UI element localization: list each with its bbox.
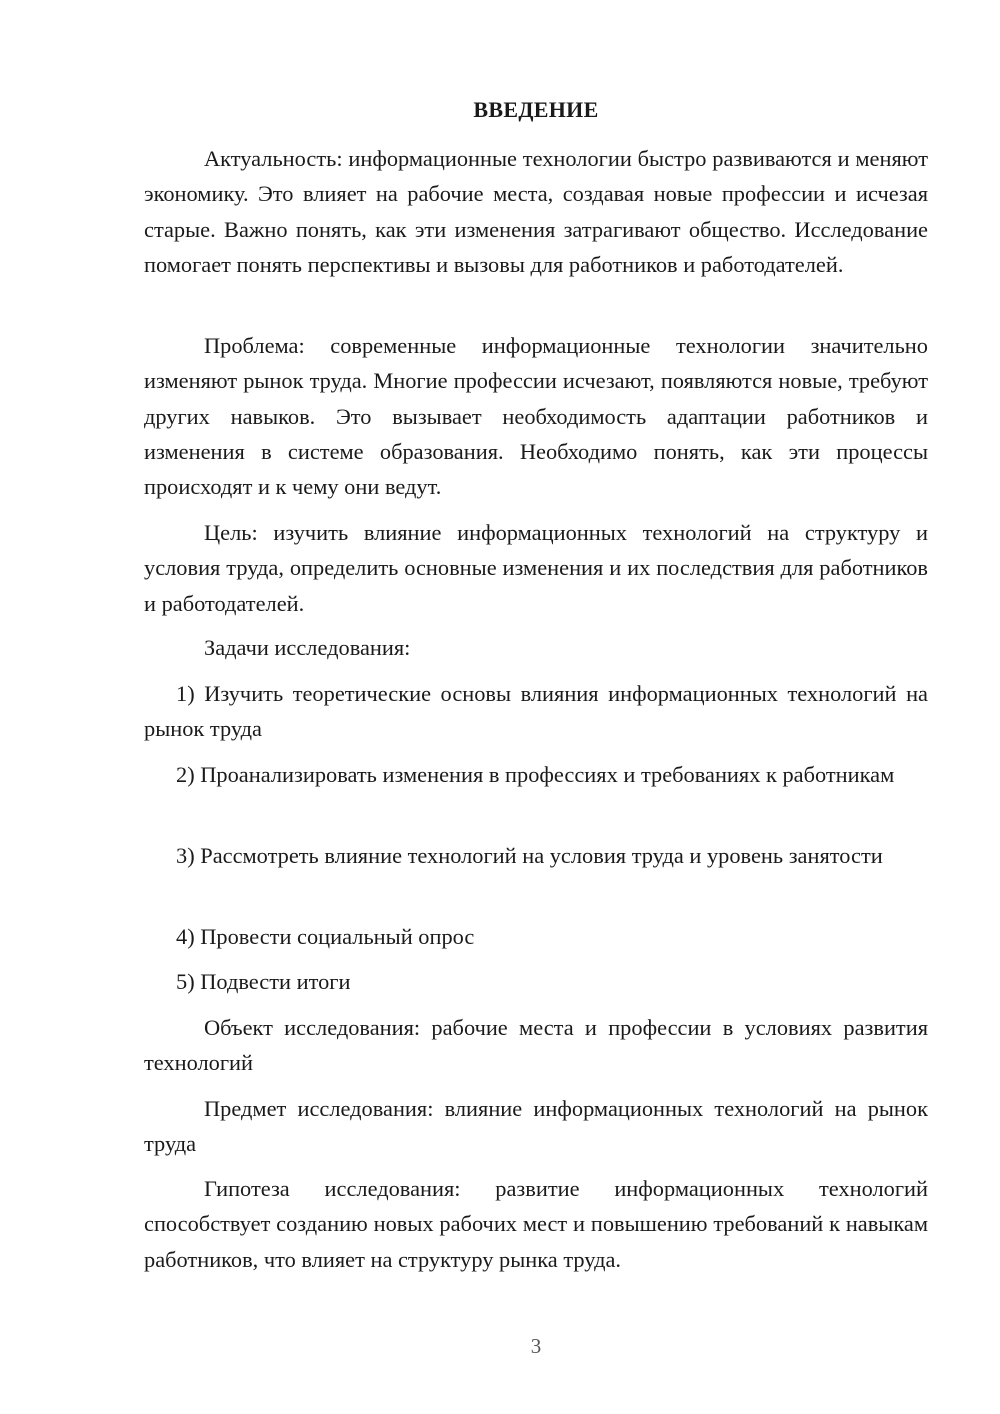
paragraph-relevance: Актуальность: информационные технологии быстро развиваются и меняют экономику. Это влияет на рабочие места, создавая новые профессии и исчезая старые. Важно понять, как эти изменения затрагивают общество. Исследование помогает понять перспективы и вызовы для работников и работодателей. <box>144 146 928 277</box>
paragraph-object: Объект исследования: рабочие места и профессии в условиях развития технологий <box>144 1015 928 1076</box>
tasks-heading: Задачи исследования: <box>204 635 411 660</box>
paragraph-goal: Цель: изучить влияние информационных технологий на структуру и условия труда, определить основные изменения и их последствия для работников и работодателей. <box>144 520 928 616</box>
paragraph-subject: Предмет исследования: влияние информационных технологий на рынок труда <box>144 1096 928 1157</box>
task-item-4: 4) Провести социальный опрос <box>176 924 475 949</box>
paragraph-problem: Проблема: современные информационные технологии значительно изменяют рынок труда. Многие профессии исчезают, появляются новые, требуют других навыков. Это вызывает необходимость адаптации работников и изменения в системе образования. Необходимо понять, как эти процессы происходят и к чему они ведут. <box>144 333 928 500</box>
task-item-1: 1) Изучить теоретические основы влияния информационных технологий на рынок труда <box>144 681 928 742</box>
task-item-3: 3) Рассмотреть влияние технологий на условия труда и уровень занятости <box>176 843 883 868</box>
task-item-5: 5) Подвести итоги <box>176 969 351 994</box>
document-title: ВВЕДЕНИЕ <box>473 97 599 122</box>
page-number: 3 <box>530 1334 542 1358</box>
paragraph-hypothesis: Гипотеза исследования: развитие информационных технологий способствует созданию новых рабочих мест и повышению требований к навыкам работников, что влияет на структуру рынка труда. <box>144 1176 928 1272</box>
task-item-2: 2) Проанализировать изменения в профессиях и требованиях к работникам <box>176 762 895 787</box>
